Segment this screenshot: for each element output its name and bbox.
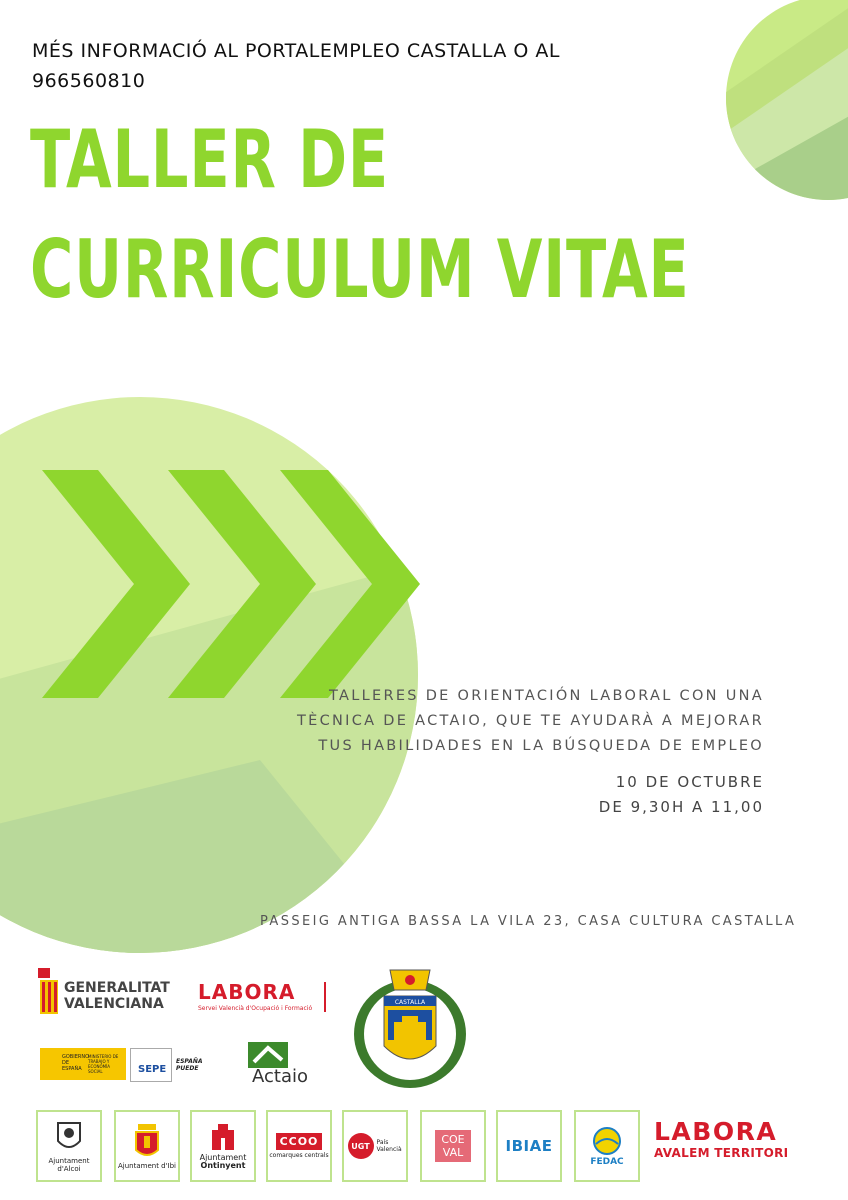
coeval-line-2: VAL bbox=[442, 1146, 464, 1159]
coeval-line-1: COE bbox=[441, 1133, 465, 1146]
alcoi-text: Ajuntament d'Alcoi bbox=[48, 1157, 90, 1173]
gobierno-text: GOBIERNO DE ESPAÑA bbox=[62, 1054, 90, 1072]
labora-avalem-logo bbox=[654, 1118, 834, 1160]
ontinyent-line-1: Ajuntament bbox=[199, 1153, 247, 1162]
title-line-1: TALLER DE bbox=[30, 113, 390, 206]
ccoo-logo bbox=[266, 1110, 332, 1182]
avalem-text: AVALEM TERRITORI bbox=[654, 1146, 789, 1160]
description-line-2: TÈCNICA DE ACTAIO, QUE TE AYUDARÀ A MEJORAR bbox=[296, 713, 764, 729]
ibi-text: Ajuntament d'Ibi bbox=[118, 1162, 176, 1170]
sepe-text: SEPE bbox=[138, 1064, 167, 1075]
ontinyent-emblem-icon bbox=[208, 1122, 238, 1152]
description bbox=[297, 684, 764, 759]
ugt-subtitle: País Valencià bbox=[376, 1139, 402, 1153]
ccoo-subtitle: comarques centrals bbox=[269, 1151, 329, 1159]
description-line-3: TUS HABILIDADES EN LA BÚSQUEDA DE EMPLEO bbox=[318, 738, 764, 754]
espana-puede-text: ESPAÑA PUEDE bbox=[176, 1058, 203, 1072]
labora-subtitle: Servei Valencià d'Ocupació i Formació bbox=[198, 1005, 313, 1012]
generalitat-emblem-icon bbox=[36, 968, 62, 1016]
fedac-logo bbox=[574, 1110, 640, 1182]
ibiae-logo bbox=[496, 1110, 562, 1182]
coeval-logo bbox=[420, 1110, 486, 1182]
address: PASSEIG ANTIGA BASSA LA VILA 23, CASA CULTURA CASTALLA bbox=[260, 914, 797, 929]
actaio-logo bbox=[246, 1042, 320, 1094]
actaio-text: Actaio bbox=[252, 1066, 308, 1087]
divider bbox=[324, 982, 326, 1012]
generalitat-line-2: VALENCIANA bbox=[64, 996, 164, 1012]
ontinyent-line-2: Ontinyent bbox=[200, 1161, 246, 1170]
ontinyent-logo bbox=[190, 1110, 256, 1182]
castalla-coat-of-arms-icon bbox=[348, 962, 472, 1094]
date-line-2: DE 9,30H A 11,00 bbox=[598, 798, 764, 816]
labora-title: LABORA bbox=[198, 980, 296, 1004]
ccoo-text: CCOO bbox=[276, 1133, 323, 1150]
event-date bbox=[599, 770, 764, 820]
actaio-emblem-icon bbox=[248, 1042, 288, 1068]
alcoi-logo bbox=[36, 1110, 102, 1182]
description-line-1: TALLERES DE ORIENTACIÓN LABORAL CON UNA bbox=[329, 688, 764, 704]
generalitat-line-1: GENERALITAT bbox=[64, 980, 170, 996]
castalla-banner: CASTALLA bbox=[394, 999, 426, 1006]
top-right-circle bbox=[700, 0, 848, 240]
generalitat-logo bbox=[36, 968, 176, 1018]
fedac-emblem-icon bbox=[590, 1126, 624, 1156]
gobierno-espana-logo bbox=[40, 1048, 230, 1084]
info-line-2: 966560810 bbox=[32, 70, 146, 92]
ugt-text: UGT bbox=[348, 1133, 374, 1159]
info-line-1: MÉS INFORMACIÓ AL PORTALEMPLEO CASTALLA O AL bbox=[32, 40, 561, 62]
ibi-emblem-icon bbox=[132, 1122, 162, 1160]
ministerio-text: MINISTERIO DE TRABAJO Y ECONOMÍA SOCIAL bbox=[88, 1054, 119, 1074]
alcoi-emblem-icon bbox=[54, 1119, 84, 1155]
labora-big-text: LABORA bbox=[654, 1117, 778, 1146]
ugt-logo bbox=[342, 1110, 408, 1182]
info-text bbox=[32, 36, 632, 96]
labora-logo bbox=[198, 980, 338, 1020]
fedac-text: FEDAC bbox=[590, 1157, 624, 1167]
ibi-logo bbox=[114, 1110, 180, 1182]
title-line-2: CURRICULUM VITAE bbox=[30, 223, 690, 316]
ibiae-text: IBIAE bbox=[505, 1137, 553, 1155]
date-line-1: 10 DE OCTUBRE bbox=[615, 773, 764, 791]
